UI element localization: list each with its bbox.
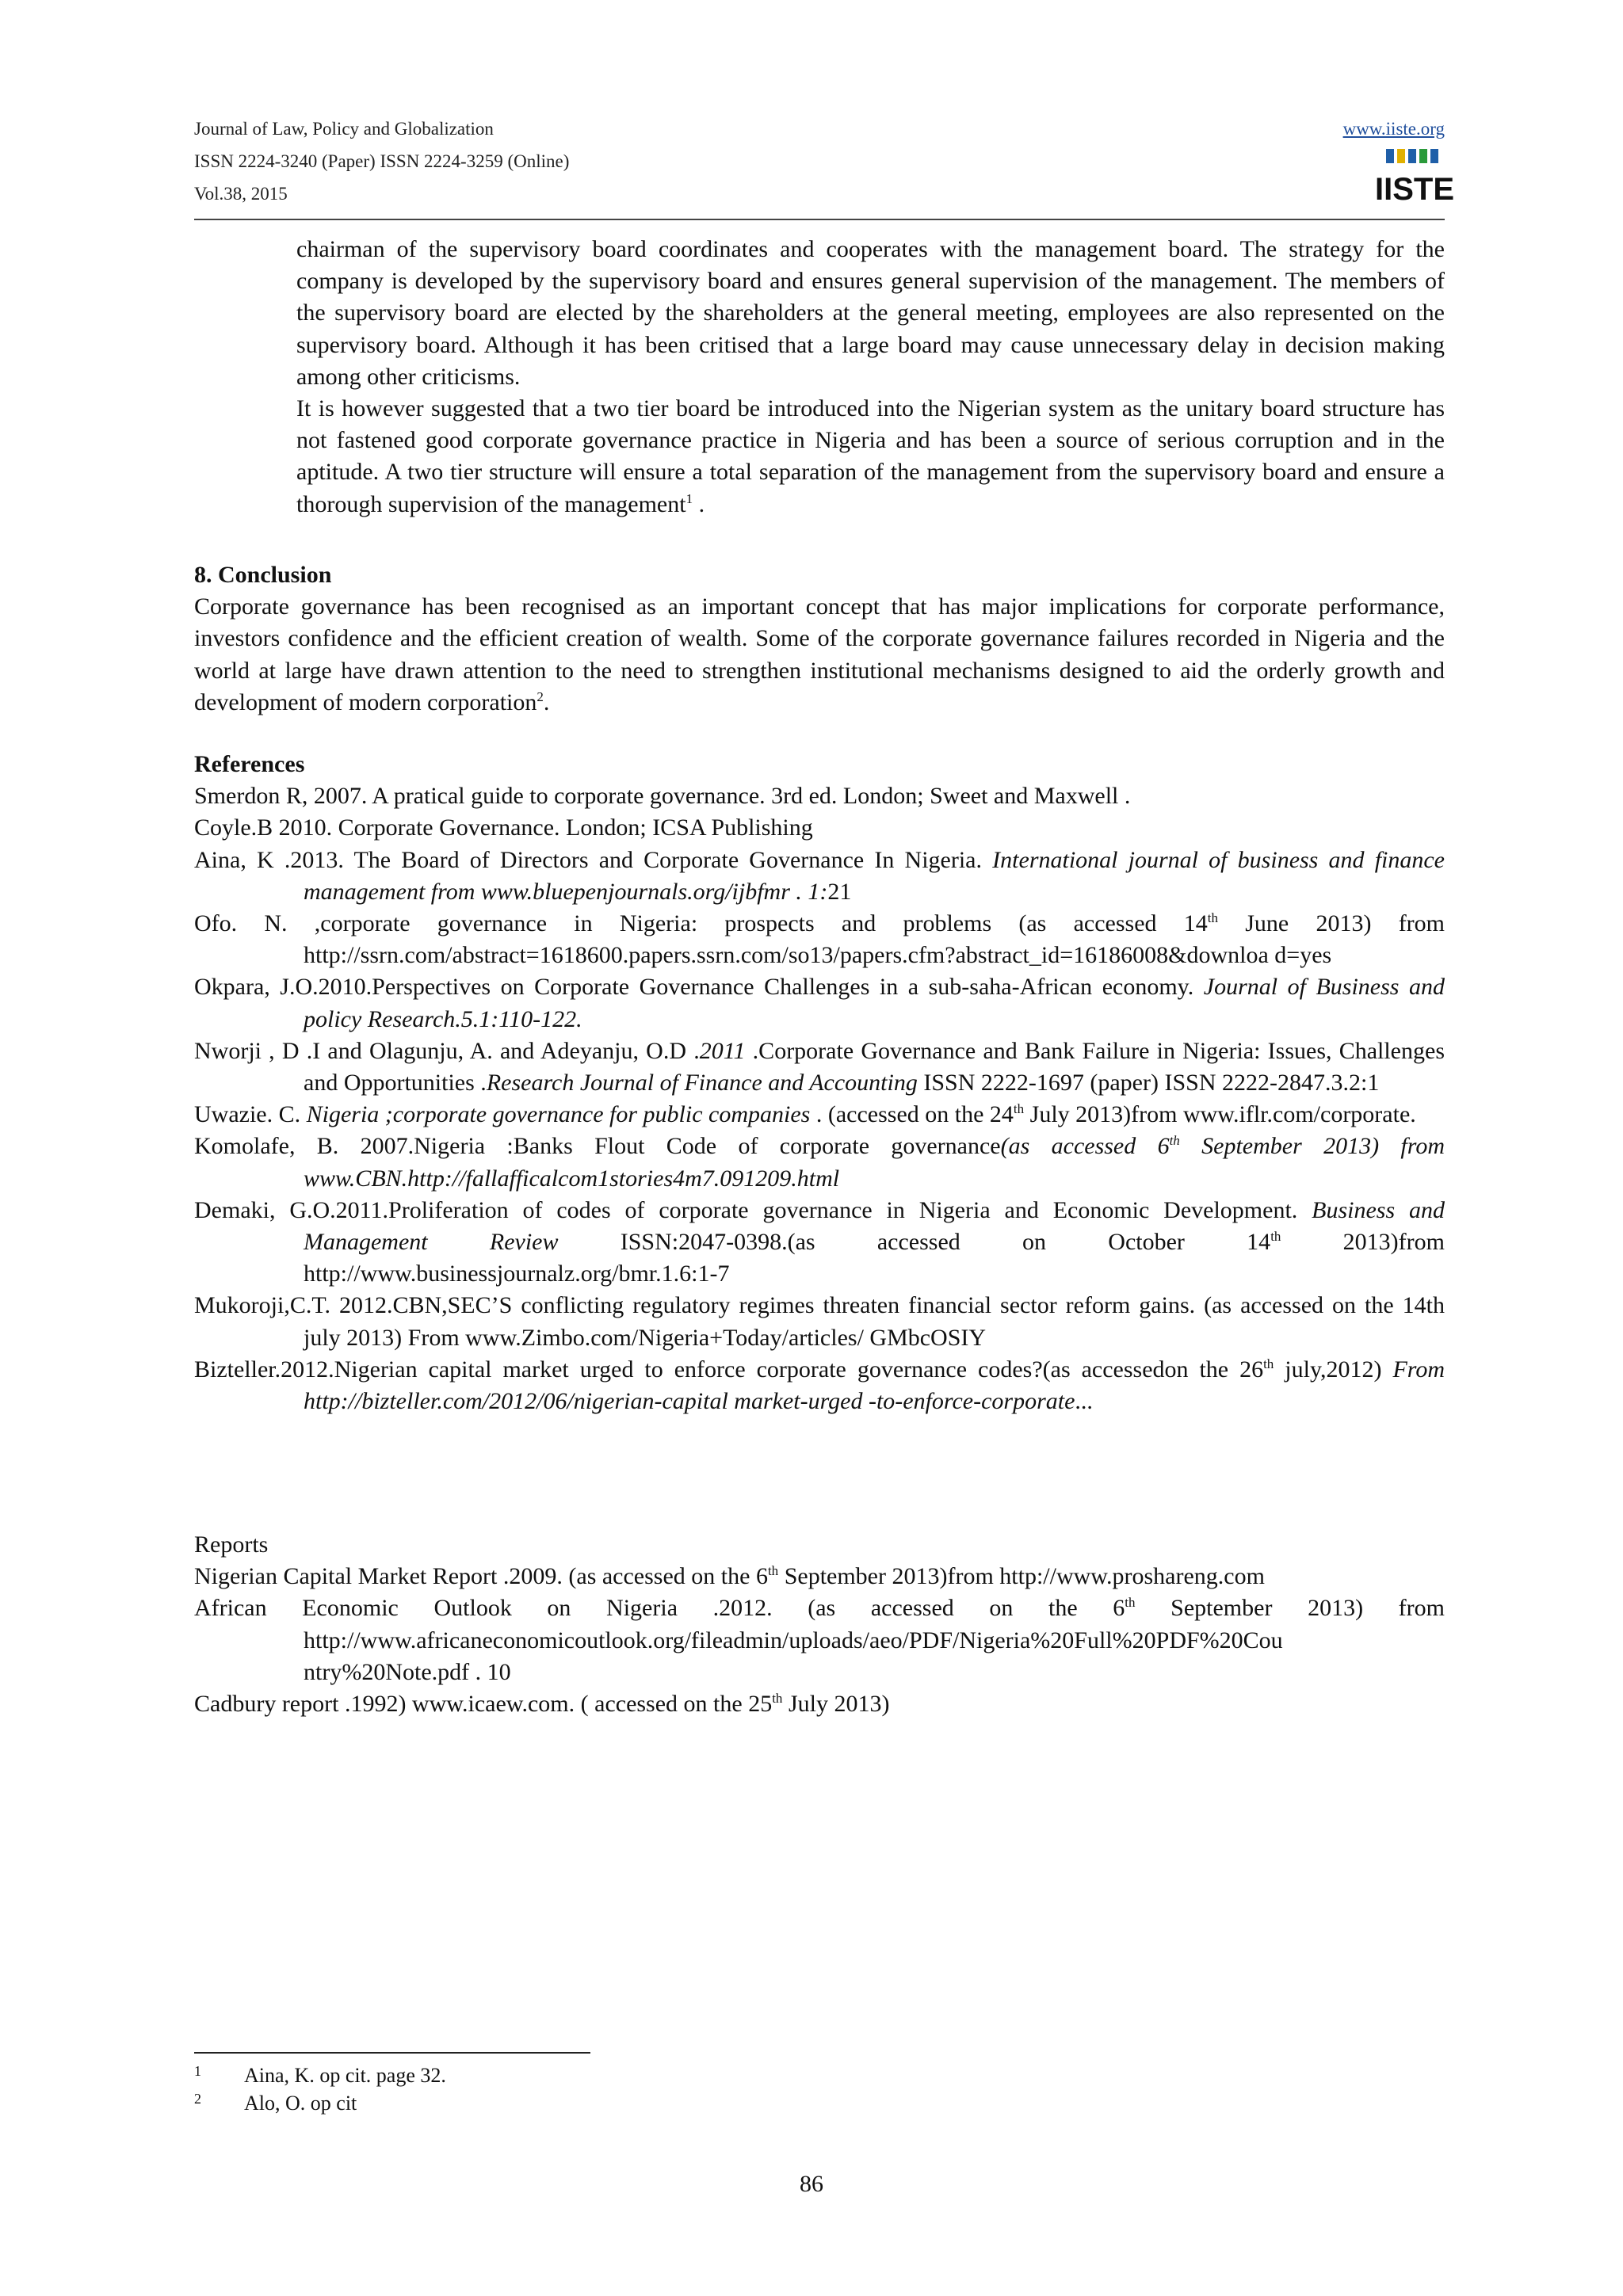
reference-item: Ofo. N. ,corporate governance in Nigeria: prospects and problems (as accessed 14th June 2013) from http://ssrn.com/abstract=1618600.papers.ssrn.com/so13/papers.cfm?abstract_id=16186008&downloa d=yes — [194, 910, 1445, 969]
reports-section — [194, 1529, 1445, 1720]
reference-item: Komolafe, B. 2007.Nigeria :Banks Flout Code of corporate governance(as accessed 6th September 2013) from www.CBN.http://fallafficalcom1stories4m7.091209.html — [194, 1133, 1445, 1192]
references-section — [194, 749, 1445, 1417]
paper-page: Journal of Law, Policy and Globalization ISSN 2224-3240 (Paper) ISSN 2224-3259 (Online) Vol.38, 2015 www.iiste.org IISTE chairman of the supervisory board coordinates and cooperates with the management board. The strategy for the company is developed by the supervisory board and ensures general supervision of the management. The members of the supervisory board are elected by the shareholders at the general meeting, employees are also represented on the supervisory board. Although it has been critised that a large board may cause unnecessary delay in decision making among other criticisms. It is however suggested that a two tier board be introduced into the Nigerian system as the unitary board structure has not fastened good corporate governance practice in Nigeria and has been a source of serious corruption and in the aptitude. A two tier structure will ensure a total separation of the management from the supervisory board and ensure a thorough supervision of the management$^1$ . 8. Conclusion Corporate governance has been recognised as an important concept that has major implications for corporate performance, investors confidence and the efficient creation of wealth. Some of the corporate governance failures recorded in Nigeria and the world at large have drawn attention to the need to strengthen institutional mechanisms designed to aid the orderly growth and development of modern corporation$^2$. References Smerdon R, 2007. A pratical guide to corporate governance. 3rd ed. London; Sweet and Maxwell . Coyle.B 2010. Corporate Governance. London; ICSA Publishing Aina, K .2013. The Board of Directors and Corporate Governance In Nigeria. International journal of business and finance management from www.bluepenjournals.org/ijbfmr . 1:21 Ofo. N. ,corporate governance in Nigeria: prospects and problems (as accessed 14th June 2013) from http://ssrn.com/abstract=1618600.papers.ssrn.com/so13/papers.cfm?abstract_id=16186008&downloa d=yes Okpara, J.O.2010.Perspectives on Corporate Governance Challenges in a sub-saha-African economy. Journal of Business and policy Research.5.1:110-122. Nworji , D .I and Olagunju, A. and Adeyanju, O.D .2011 .Corporate Governance and Bank Failure in Nigeria: Issues, Challenges and Opportunities .Research Journal of Finance and Accounting ISSN 2222-1697 (paper) ISSN 2222-2847.3.2:1 Uwazie. C. Nigeria ;corporate governance for public companies . (accessed on the 24th July 2013)from www.iflr.com/corporate. Komolafe, B. 2007.Nigeria :Banks Flout Code of corporate governance(as accessed 6th September 2013) from www.CBN.http://fallafficalcom1stories4m7.091209.html Demaki, G.O.2011.Proliferation of codes of corporate governance in Nigeria and Economic Development. Business and Management Review ISSN:2047-0398.(as accessed on October 14th 2013)from http://www.businessjournalz.org/bmr.1.6:1-7 Mukoroji,C.T. 2012.CBN,SEC’S conflicting regulatory regimes threaten financial sector reform gains. (as accessed on the 14th july 2013) From www.Zimbo.com/Nigeria+Today/articles/ GMbcOSIY Bizteller.2012.Nigerian capital market urged to enforce corporate governance codes?(as accessedon the 26th july,2012) From http://bizteller.com/2012/06/nigerian-capital market-urged -to-enforce-corporate... Reports Nigerian Capital Market Report .2009. (as accessed on the 6th September 2013)from http://www.proshareng.com African Economic Outlook on Nigeria .2012. (as accessed on the 6th September 2013) from http://www.africaneconomicoutlook.org/fileadmin/uploads/aeo/PDF/Nigeria%20Full%20PDF%20Cou ntry%20Note.pdf . 10 Cadbury report .1992) www.icaew.com. ( accessed on the 25th July 2013) 1 Aina, K. op cit. page 32. 2 Alo, O. op cit 86 — [0, 0, 1623, 2296]
conclusion-heading: 8. Conclusion — [194, 562, 332, 588]
reference-item: Aina, K .2013. The Board of Directors and Corporate Governance In Nigeria. International journal of business and finance management from www.bluepenjournals.org/ijbfmr . 1:21 — [194, 846, 1445, 905]
reference-item: Okpara, J.O.2010.Perspectives on Corporate Governance Challenges in a sub-saha-African economy. Journal of Business and policy Research.5.1:110-122. — [194, 974, 1445, 1032]
intro-section — [296, 234, 1445, 521]
iiste-logo — [1374, 147, 1455, 207]
reference-item: Bizteller.2012.Nigerian capital market urged to enforce corporate governance codes?(as accessedon the 26th july,2012) From http://bizteller.com/2012/06/nigerian-capital market-urged -to-enforce-corporate... — [194, 1356, 1445, 1415]
paragraph-supervisory-board: chairman of the supervisory board coordinates and cooperates with the management board. The strategy for the company is developed by the supervisory board and ensures general supervision of the management. The members of the supervisory board are elected by the shareholders at the general meeting, employees are also represented on the supervisory board. Although it has been critised that a large board may cause unnecessary delay in decision making among other criticisms. — [296, 236, 1445, 390]
paragraph-two-tier: It is however suggested that a two tier board be introduced into the Nigerian system as the unitary board structure has not fastened good corporate governance practice in Nigeria and has been a source of serious corruption and in the aptitude. A two tier structure will ensure a total separation of the management from the supervisory board and ensure a thorough supervision of the management$^1$ . — [296, 395, 1445, 517]
running-header — [194, 113, 1455, 210]
report-item: Cadbury report .1992) www.icaew.com. ( accessed on the 25th July 2013) — [194, 1691, 890, 1718]
footnote-rule — [194, 2052, 590, 2054]
journal-name: Journal of Law, Policy and Globalization — [194, 119, 494, 139]
issn-line: ISSN 2224-3240 (Paper) ISSN 2224-3259 (Online) — [194, 151, 570, 171]
reference-item: Demaki, G.O.2011.Proliferation of codes of corporate governance in Nigeria and Economic Development. Business and Management Review ISSN:2047-0398.(as accessed on October 14th 2013)from http://www.businessjournalz.org/bmr.1.6:1-7 — [194, 1196, 1445, 1287]
footnote-ref-1[interactable]: 1 — [685, 490, 693, 506]
references-heading: References — [194, 751, 305, 777]
reference-item: Coyle.B 2010. Corporate Governance. London; ICSA Publishing — [194, 814, 813, 841]
reference-item: Mukoroji,C.T. 2012.CBN,SEC’S conflicting regulatory regimes threaten financial sector reform gains. (as accessed on the 14th july 2013) From www.Zimbo.com/Nigeria+Today/articles/ GMbcOSIY — [194, 1292, 1445, 1351]
reference-item: Uwazie. C. Nigeria ;corporate governance for public companies . (accessed on the 24th July 2013)from www.iflr.com/corporate. — [194, 1101, 1416, 1128]
volume-line: Vol.38, 2015 — [194, 184, 288, 204]
footnote-ref-2[interactable]: 2 — [537, 688, 544, 704]
conclusion-text: Corporate governance has been recognised as an important concept that has major implications for corporate performance, investors confidence and the efficient creation of wealth. Some of the corporate governance failures recorded in Nigeria and the world at large have drawn attention to the need to strengthen institutional mechanisms designed to aid the orderly growth and development of modern corporation$^2$. — [194, 593, 1445, 715]
website-link[interactable]: www.iiste.org — [1342, 119, 1445, 139]
report-item: Nigerian Capital Market Report .2009. (as accessed on the 6th September 2013)from http://www.proshareng.com — [194, 1563, 1265, 1590]
reference-item: Smerdon R, 2007. A pratical guide to corporate governance. 3rd ed. London; Sweet and Maxwell . — [194, 783, 1131, 810]
reference-item: Nworji , D .I and Olagunju, A. and Adeyanju, O.D .2011 .Corporate Governance and Bank Failure in Nigeria: Issues, Challenges and Opportunities .Research Journal of Finance and Accounting ISSN 2222-1697 (paper) ISSN 2222-2847.3.2:1 — [194, 1037, 1445, 1097]
svg-text:IISTE: IISTE — [1374, 172, 1455, 207]
conclusion-section — [194, 559, 1445, 719]
report-item: African Economic Outlook on Nigeria .2012. (as accessed on the 6th September 2013) from http://www.africaneconomicoutlook.org/fileadmin/uploads/aeo/PDF/Nigeria%20Full%20PDF%20Cou ntry%20Note.pdf . 10 — [194, 1595, 1445, 1685]
page-number: 86 — [800, 2171, 823, 2197]
header-rule — [194, 219, 1445, 220]
reports-heading: Reports — [194, 1531, 269, 1558]
